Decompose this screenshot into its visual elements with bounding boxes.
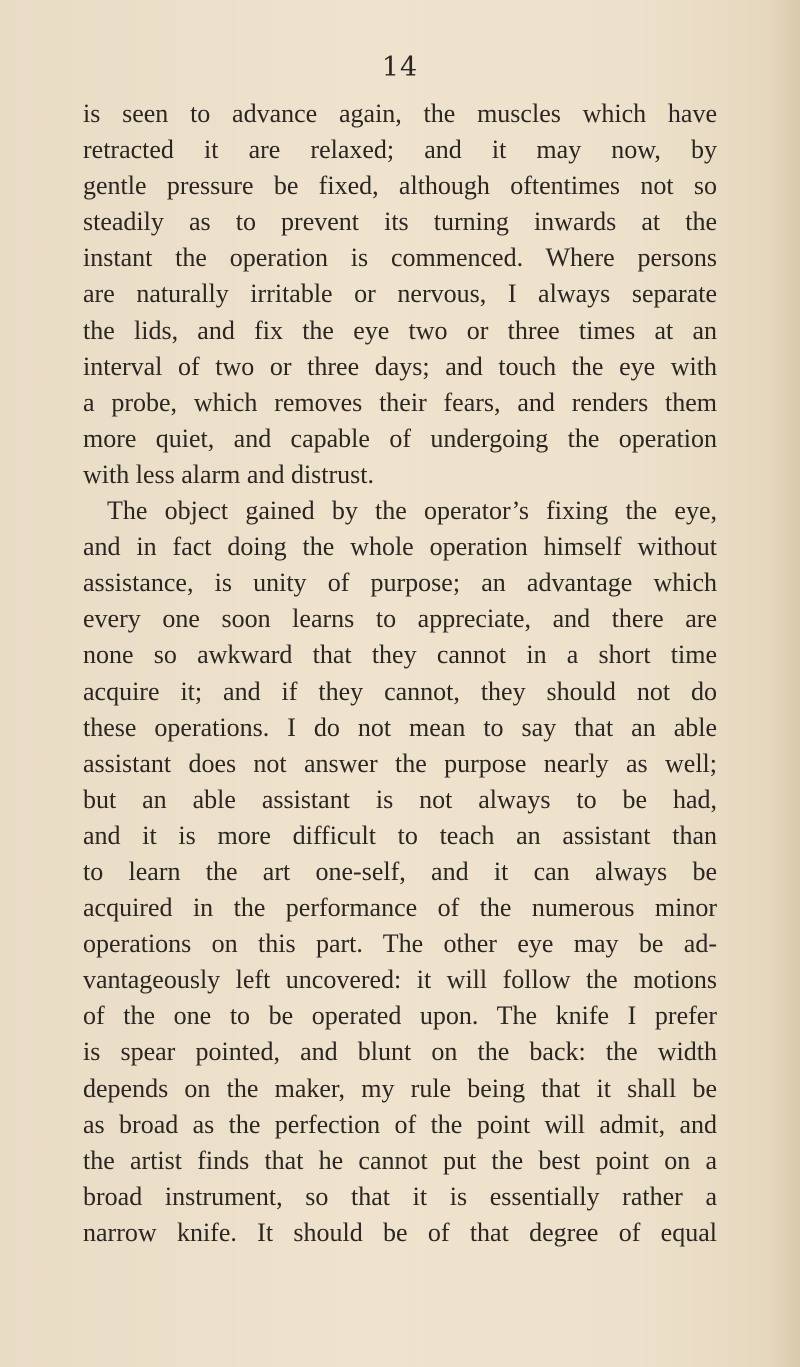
text-line: and it is more difficult to teach an assistant than <box>83 820 717 850</box>
text-line: of the one to be operated upon. The knife I prefer <box>83 1001 717 1031</box>
text-line: The object gained by the operator’s fixing the eye, <box>107 496 717 526</box>
text-line: vantageously left uncovered: it will follow the motions <box>83 965 717 995</box>
text-line: with less alarm and distrust. <box>83 459 375 489</box>
text-line: broad instrument, so that it is essentially rather a <box>83 1181 717 1211</box>
text-line: gentle pressure be fixed, although oftentimes not so <box>83 171 717 201</box>
text-line: a probe, which removes their fears, and renders them <box>83 387 717 417</box>
text-line: interval of two or three days; and touch the eye with <box>83 351 717 381</box>
text-line: is spear pointed, and blunt on the back: the width <box>83 1037 717 1067</box>
text-line: to learn the art one-self, and it can always be <box>83 856 717 886</box>
text-line: narrow knife. It should be of that degree of equal <box>83 1217 717 1247</box>
text-line: none so awkward that they cannot in a short time <box>83 640 717 670</box>
page-number: 14 <box>381 52 419 83</box>
text-line: and in fact doing the whole operation himself without <box>83 532 717 562</box>
text-line: every one soon learns to appreciate, and there are <box>83 604 717 634</box>
text-line: instant the operation is commenced. Where persons <box>83 243 717 273</box>
text-line: but an able assistant is not always to be had, <box>83 784 717 814</box>
text-line: the lids, and fix the eye two or three times at an <box>83 315 717 345</box>
text-line: assistant does not answer the purpose nearly as well; <box>83 748 717 778</box>
text-line: these operations. I do not mean to say that an able <box>83 712 717 742</box>
text-line: acquired in the performance of the numerous minor <box>83 893 717 923</box>
text-line: is seen to advance again, the muscles which have <box>83 99 717 128</box>
text-line: are naturally irritable or nervous, I always separate <box>83 279 717 309</box>
text-line: retracted it are relaxed; and it may now, by <box>83 135 717 165</box>
text-line: as broad as the perfection of the point will admit, and <box>83 1109 717 1139</box>
text-line: more quiet, and capable of undergoing the operation <box>83 423 717 453</box>
text-line: assistance, is unity of purpose; an advantage which <box>83 568 717 598</box>
text-line: depends on the maker, my rule being that it shall be <box>83 1073 717 1103</box>
text-line: acquire it; and if they cannot, they should not do <box>83 676 717 706</box>
text-line: the artist finds that he cannot put the best point on a <box>83 1145 717 1175</box>
body-text <box>83 96 717 1251</box>
text-line: operations on this part. The other eye may be ad- <box>83 929 717 959</box>
text-line: steadily as to prevent its turning inwards at the <box>83 207 717 237</box>
